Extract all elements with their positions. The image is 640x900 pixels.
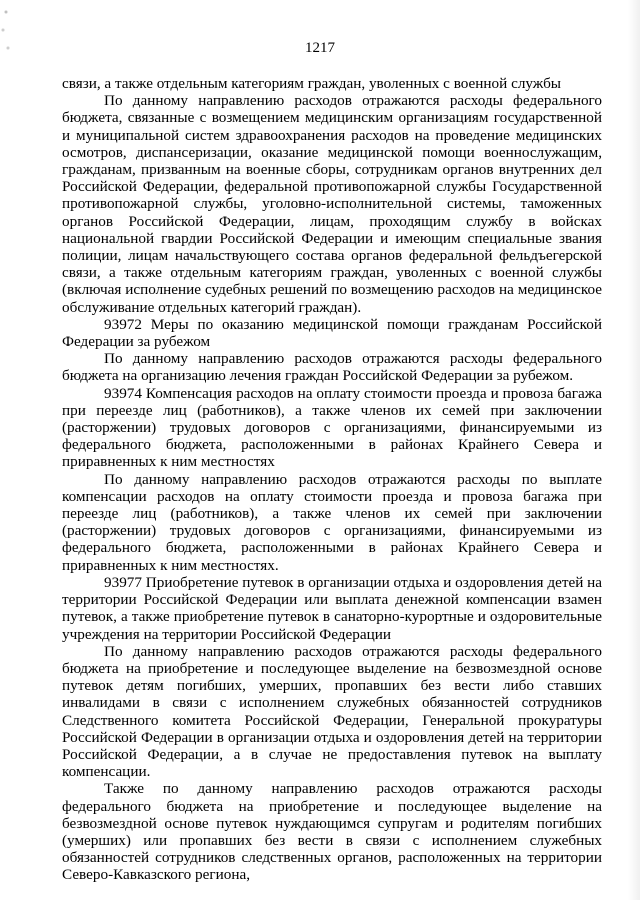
paragraph: По данному направлению расходов отражаются расходы федерального бюджета на организацию лечения граждан Российской Федерации за рубежом. [62,350,602,385]
paragraph: По данному направлению расходов отражаются расходы федерального бюджета, связанные с возмещением медицинским организациям государственной и муниципальной систем здравоохранения расходов на проведение медицинских осмотров, диспансеризации, оказание медицинской помощи военнослужащим, гражданам, призванным на военные сборы, сотрудникам органов внутренних дел Российской Федерации, федеральной противопожарной службы Государственной противопожарной службы, уголовно-исполнительной системы, таможенных органов Российской Федерации, лицам, проходящим службу в войсках национальной гвардии Российской Федерации и имеющим специальные звания полиции, лицам начальствующего состава органов федеральной фельдъегерской связи, а также отдельным категориям граждан, уволенных с военной службы (включая исполнение судебных решений по возмещению расходов на медицинское обслуживание отдельных категорий граждан). [62,92,602,316]
section-heading: 93977 Приобретение путевок в организации отдыха и оздоровления детей на территории Российской Федерации или выплата денежной компенсации взамен путевок, а также приобретение путевок в санаторно-курортные и оздоровительные учреждения на территории Российской Федерации [62,573,602,643]
section-heading: 93974 Компенсация расходов на оплату стоимости проезда и провоза багажа при переезде лиц (работников), а также членов их семей при заключении (расторжении) трудовых договоров с организациями, финансируемыми из федерального бюджета, расположенными в районах Крайнего Севера и приравненных к ним местностях [62,384,602,471]
scan-edge-shadow [628,0,640,900]
paragraph: По данному направлению расходов отражаются расходы по выплате компенсации расходов на оплату стоимости проезда и провоза багажа при переезде лиц (работников), а также членов их семей при заключении (расторжении) трудовых договоров с организациями, финансируемыми из федерального бюджета, расположенными в районах Крайнего Севера и приравненных к ним местностях. [62,470,602,574]
page-number: 1217 [305,40,335,56]
paragraph: связи, а также отдельным категориям граждан, уволенных с военной службы [62,75,562,92]
paragraph: По данному направлению расходов отражаются расходы федерального бюджета на приобретение и последующее выделение на безвозмездной основе путевок детям погибших, умерших, пропавших без вести либо ставших инвалидами в связи с исполнением служебных обязанностей сотрудников Следственного комитета Российской Федерации, Генеральной прокуратуры Российской Федерации в организации отдыха и оздоровления детей на территории Российской Федерации, а в случае не предоставления путевок на выплату компенсации. [62,642,602,781]
paragraph: Также по данному направлению расходов отражаются расходы федерального бюджета на приобретение и последующее выделение на безвозмездной основе путевок нуждающимся супругам и родителям погибших (умерших) или пропавших без вести в связи с исполнением служебных обязанностей сотрудников следственных органов, расположенных на территории Северо-Кавказского региона, [62,780,602,884]
section-heading: 93972 Меры по оказанию медицинской помощи гражданам Российской Федерации за рубежом [62,315,602,351]
document-body [62,75,602,884]
